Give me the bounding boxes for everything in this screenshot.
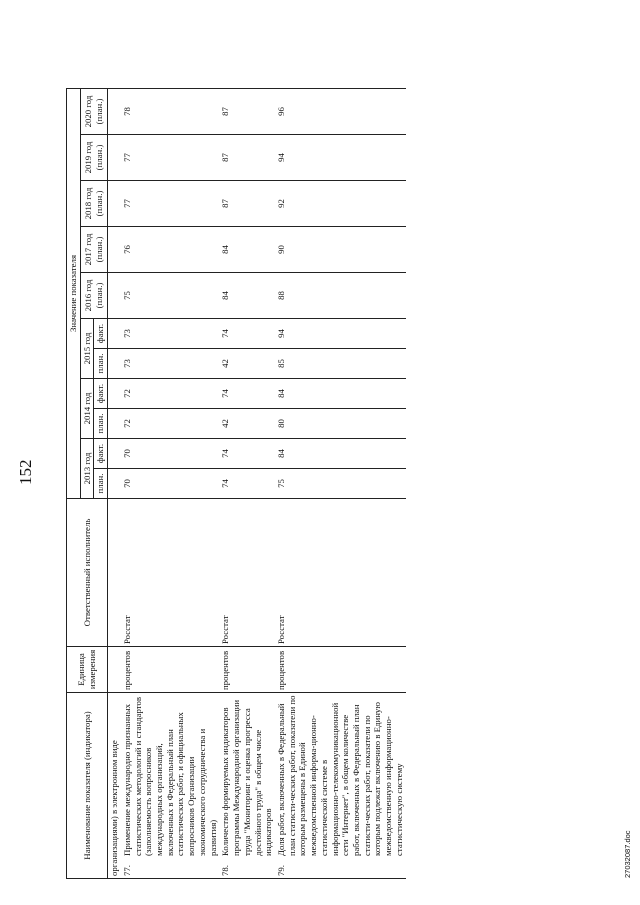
value-cell: 94 [275,319,406,349]
value-cell: 80 [275,409,406,439]
value-cell: 84 [219,227,275,273]
value-cell: 96 [275,89,406,135]
header-executor: Ответственный исполнитель [67,499,108,647]
table-row [219,89,275,879]
value-cell: 70 [121,469,219,499]
row-number: 78. [220,865,231,876]
value-cell: 74 [219,439,275,469]
value-cell: 70 [121,439,219,469]
value-cell: 72 [121,409,219,439]
value-cell: 85 [275,349,406,379]
header-2020: 2020 год (план.) [80,89,107,135]
header-name: Наименование показателя (индикатора) [67,693,108,879]
indicator-name: Количество формируемых индикаторов программы Международной организации труда "Мониторинг и оценка прогресса достойного труда" в общем числе индикаторов [220,699,274,856]
indicator-table [66,88,406,879]
unit-cell: процентов [275,647,406,693]
value-cell: 74 [219,319,275,349]
header-2017: 2017 год (план.) [80,227,107,273]
header-2013-fact: факт. [94,439,108,469]
header-2014: 2014 год [80,379,94,439]
header-2019: 2019 год (план.) [80,135,107,181]
value-cell: 78 [121,89,219,135]
value-cell: 94 [275,135,406,181]
value-cell: 42 [219,409,275,439]
executor-cell: Росстат [275,499,406,647]
continuation-text: организациями) в электронном виде [108,693,121,879]
value-cell: 90 [275,227,406,273]
value-cell: 75 [275,469,406,499]
value-cell: 88 [275,273,406,319]
value-cell: 74 [219,379,275,409]
header-2013-plan: план. [94,469,108,499]
header-2015-fact: факт. [94,319,108,349]
header-2016: 2016 год (план.) [80,273,107,319]
value-cell: 84 [275,439,406,469]
header-2015-plan: план. [94,349,108,379]
value-cell: 75 [121,273,219,319]
indicator-name: Применение международно признанных статистических методологий и стандартов (заполняемость вопросников международных организаций, включенных в Федеральный план статистических работ, и официальных вопросников Организации экономического сотрудничества и развития) [121,696,218,856]
header-2015: 2015 год [80,319,94,379]
header-2013: 2013 год [80,439,94,499]
page-number: 152 [16,459,35,485]
value-cell: 77 [121,135,219,181]
value-cell: 76 [121,227,219,273]
value-cell: 73 [121,349,219,379]
value-cell: 42 [219,349,275,379]
row-number: 77. [121,865,132,876]
executor-cell: Росстат [121,499,219,647]
row-number: 79. [275,865,286,876]
footer-filename: 27032087.doc [623,830,632,878]
value-cell: 77 [121,181,219,227]
value-cell: 87 [219,181,275,227]
header-value-group: Значение показателя [67,89,81,499]
value-cell: 73 [121,319,219,349]
continuation-row [108,89,121,879]
value-cell: 87 [219,135,275,181]
value-cell: 87 [219,89,275,135]
unit-cell: процентов [219,647,275,693]
indicator-name: Доля работ, включенных в Федеральный план статисти-ческих работ, показатели по которым размещены в Единой межведомственной информа-ционно-статистической системе в информационно-телекоммуникационной сети "Интернет", в общем количестве работ, включенных в Федеральный план статисти-ческих работ, показатели по которым подлежат включению в Единую межведомственную информационно-статистическую систему [275,695,404,856]
header-unit: Единица измерения [67,647,108,693]
table-row [121,89,219,879]
value-cell: 92 [275,181,406,227]
executor-cell: Росстат [219,499,275,647]
table-row [275,89,406,879]
value-cell: 72 [121,379,219,409]
header-2014-plan: план. [94,409,108,439]
header-2018: 2018 год (план.) [80,181,107,227]
header-2014-fact: факт. [94,379,108,409]
value-cell: 84 [275,379,406,409]
value-cell: 84 [219,273,275,319]
value-cell: 74 [219,469,275,499]
unit-cell: процентов [121,647,219,693]
